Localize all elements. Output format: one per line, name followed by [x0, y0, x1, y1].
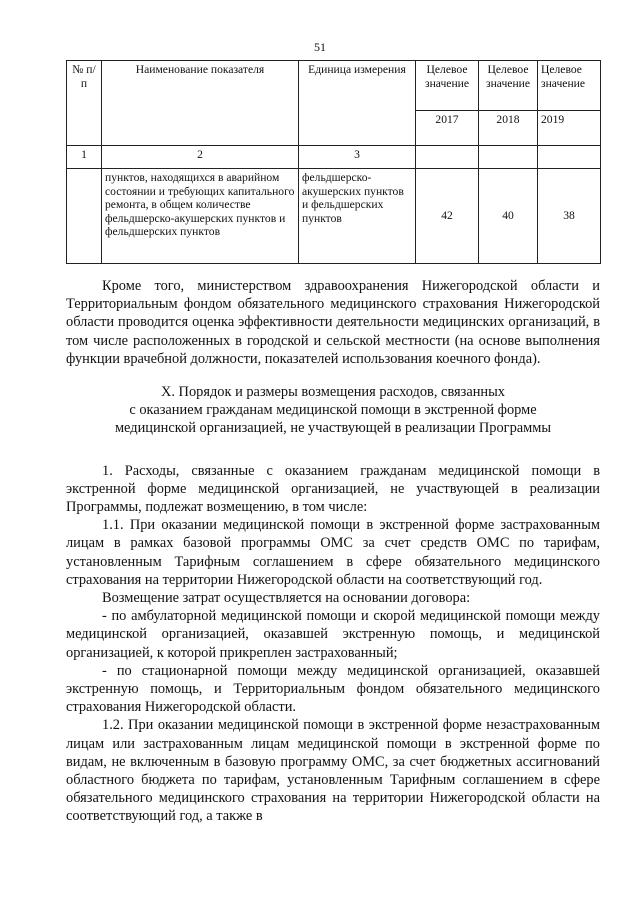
paragraph: - по амбулаторной медицинской помощи и скорой медицинской помощи между медицинской организацией, оказавшей экстренную помощь, и медицинской организацией, к которой прикреплен застрахованный;: [66, 608, 600, 661]
row-num: [67, 169, 102, 264]
column-number: 3: [299, 146, 416, 169]
table-header-row: [67, 61, 601, 111]
page-number: 51: [314, 40, 326, 54]
empty-cell: [416, 146, 479, 169]
row-unit: фельдшерско-акушерских пунктов и фельдшерских пунктов: [299, 169, 416, 264]
row-indicator-name: пунктов, находящихся в аварийном состоянии и требующих капитального ремонта, в общем количестве фельдшерско-акушерских пунктов и фельдшерских пунктов: [102, 169, 299, 264]
paragraph: Кроме того, министерством здравоохранения Нижегородской области и Территориальным фондом обязательного медицинского страхования Нижегородской области проводится оценка эффективности деятельности медицинских организаций, в том числе расположенных в городской и сельской местности (на основе выполнения функции врачебной должности, показателей использования коечного фонда).: [66, 278, 600, 367]
indicators-table: [66, 60, 601, 264]
table-row: [67, 169, 601, 264]
empty-cell: [479, 146, 538, 169]
row-value-2019: 38: [538, 169, 601, 264]
paragraph: 1. Расходы, связанные с оказанием гражданам медицинской помощи в экстренной форме медицинской организацией, не участвующей в реализации Программы, подлежат возмещению, в том числе:: [66, 462, 600, 516]
column-number: 2: [102, 146, 299, 169]
header-target-2018: Целевое значение: [479, 61, 538, 111]
header-unit: Единица измерения: [299, 61, 416, 146]
paragraph: 1.2. При оказании медицинской помощи в экстренной форме незастрахованным лицам или застрахованным лицам медицинской помощи в экстренной форме по видам, не включенным в базовую программу ОМС, за счет бюджетных ассигнований областного бюджета по тарифам, установленным Тарифным соглашением в сфере обязательного медицинского страхования на территории Нижегородской области на соответствующий год, а также в: [66, 717, 600, 825]
section-heading-line: с оказанием гражданам медицинской помощи в экстренной форме: [129, 402, 537, 419]
paragraph: 1.1. При оказании медицинской помощи в экстренной форме застрахованным лицам в рамках базовой программы ОМС за счет средств ОМС по тарифам, установленным Тарифным соглашением в сфере обязательного медицинского страхования на территории Нижегородской области на соответствующий год.: [66, 517, 600, 588]
header-target-2017: Целевое значение: [416, 61, 479, 111]
empty-cell: [538, 146, 601, 169]
header-num: № п/п: [67, 61, 102, 146]
column-number: 1: [67, 146, 102, 169]
row-value-2018: 40: [479, 169, 538, 264]
table-column-number-row: [67, 146, 601, 169]
header-target-2019: Целевое значение: [538, 61, 601, 111]
header-indicator-name: Наименование показателя: [102, 61, 299, 146]
document-body: [66, 277, 600, 826]
section-heading-line: медицинской организацией, не участвующей в реализации Программы: [114, 420, 552, 437]
row-value-2017: 42: [416, 169, 479, 264]
year-cell: 2017: [416, 111, 479, 146]
section-heading-line: X. Порядок и размеры возмещения расходов, связанных: [160, 384, 506, 401]
year-cell: 2018: [479, 111, 538, 146]
paragraph: - по стационарной помощи между медицинской организацией, оказавшей экстренную помощь, и Территориальным фондом обязательного медицинского страхования Нижегородской области.: [66, 662, 600, 716]
paragraph: Возмещение затрат осуществляется на основании договора:: [102, 590, 471, 607]
year-cell: 2019: [538, 111, 601, 146]
